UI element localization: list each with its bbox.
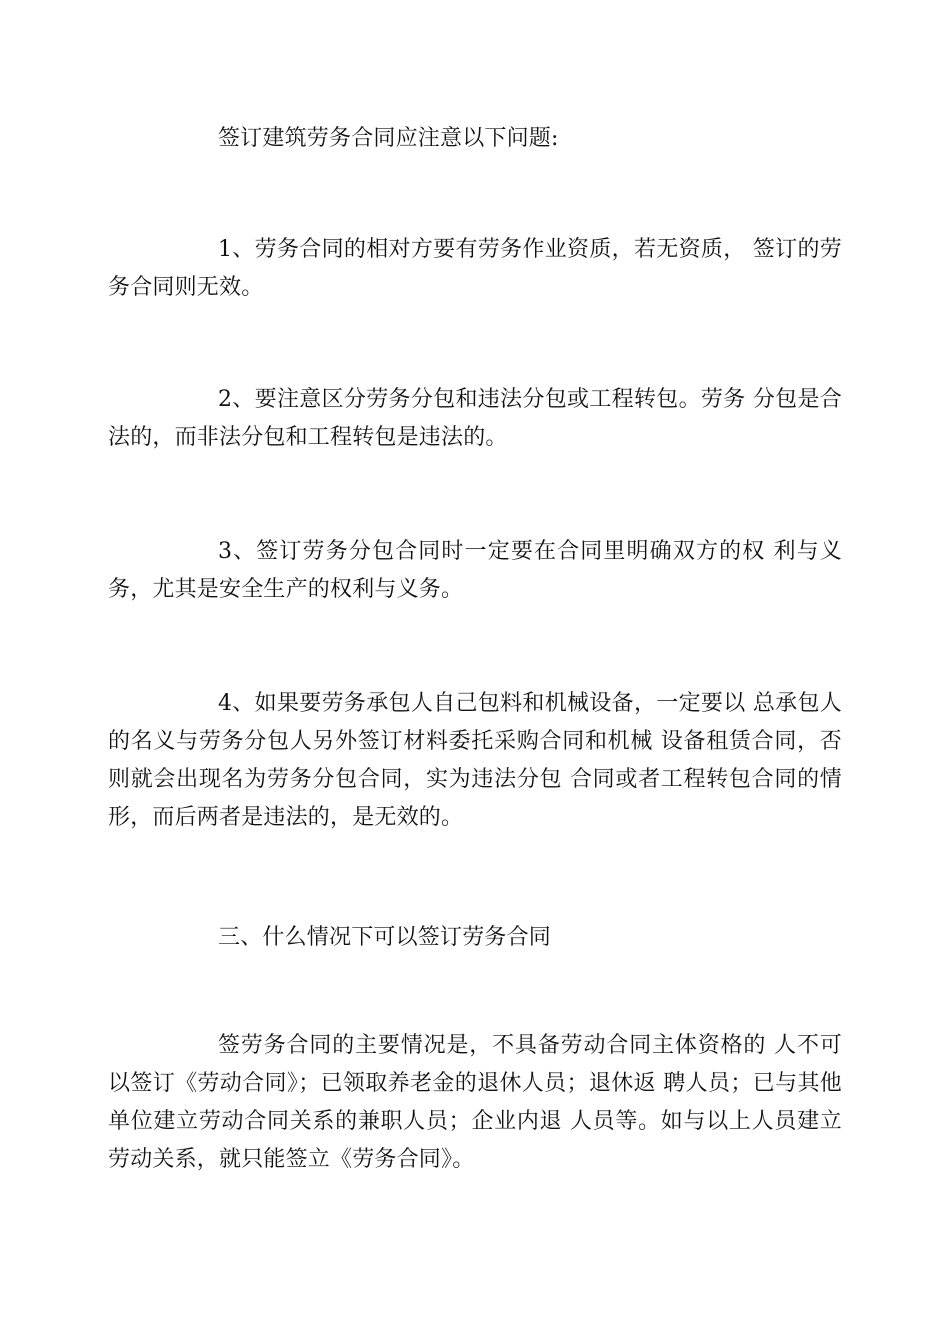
paragraph-section-body: 签劳务合同的主要情况是，不具备劳动合同主体资格的 人不可以签订《劳动合同》；已领取养老金的退休人员；退休返 聘人员；已与其他单位建立劳动合同关系的兼职人员；企业内退 人员等。如与以上人员建立劳动关系，就只能签立《劳务合同》。 (108, 1033, 842, 1172)
paragraph-item-4: 4、如果要劳务承包人自己包料和机械设备，一定要以 总承包人的名义与劳务分包人另外签订材料委托采购合同和机械 设备租赁合同，否则就会出现名为劳务分包合同，实为违法分包 合同或者工程转包合同的情形，而后两者是违法的，是无效的。 (108, 691, 842, 830)
paragraph-item-1: 1、劳务合同的相对方要有劳务作业资质，若无资质， 签订的劳务合同则无效。 (108, 237, 842, 300)
document-heading: 签订建筑劳务合同应注意以下问题: (218, 126, 559, 151)
section-heading: 三、什么情况下可以签订劳务合同 (218, 925, 552, 950)
paragraph-item-2: 2、要注意区分劳务分包和违法分包或工程转包。劳务 分包是合法的，而非法分包和工程转包是违法的。 (108, 387, 842, 450)
paragraph-item-3: 3、签订劳务分包合同时一定要在合同里明确双方的权 利与义务，尤其是安全生产的权利与义务。 (108, 539, 842, 602)
